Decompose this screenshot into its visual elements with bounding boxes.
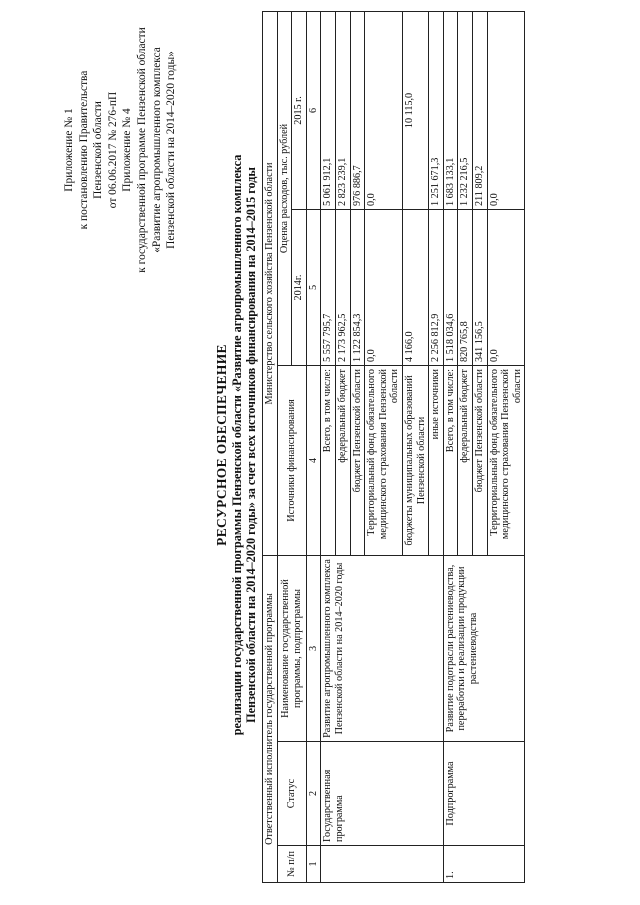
column-number: 5 [306, 210, 321, 366]
header-num: № п/п [277, 846, 306, 883]
column-number: 2 [306, 742, 321, 846]
header-name: Наименование государственной программы, подпрограммы [277, 556, 306, 742]
row-value-2015: 5 061 912,1 [321, 11, 336, 209]
title-line: Пензенской области на 2014–2020 годы» за счет всех источников финансирования на 2014–2015 годы [244, 167, 259, 723]
responsible-value: Министерство сельского хозяйства Пензенской области [263, 11, 278, 555]
title-main: РЕСУРСНОЕ ОБЕСПЕЧЕНИЕ [214, 344, 229, 546]
row-source: Территориальный фонд обязательного медицинского страхования Пензенской области [487, 366, 525, 556]
appendix-line: от 06.06.2017 № 276-пП [106, 91, 119, 209]
column-number-row [306, 11, 321, 882]
row-value-2014: 0,0 [487, 210, 525, 366]
row-value-2015: 211 809,2 [472, 11, 487, 209]
row-value-2014: 341 156,5 [472, 210, 487, 366]
row-program-name: Развитие подотрасли растениеводства, переработки и реализации продукции растениеводства [443, 556, 525, 742]
appendix-line: Пензенской области на 2014–2020 годы» [165, 51, 178, 249]
column-number: 6 [306, 11, 321, 209]
row-status: Государственная программа [321, 742, 443, 846]
column-number: 1 [306, 846, 321, 883]
row-source: Всего, в том числе: [443, 366, 458, 556]
row-status: Подпрограмма [443, 742, 525, 846]
row-value-2014: 5 557 795,7 [321, 210, 336, 366]
title-line: реализации государственной программы Пензенской области «Развитие агропромышленного комплекса [230, 154, 244, 736]
header-year-2015: 2015 г. [292, 11, 307, 209]
header-status: Статус [277, 742, 306, 846]
row-value-2015: 1 232 216,5 [458, 11, 473, 209]
header-row [277, 11, 292, 882]
appendix-line: «Развитие агропромышленного комплекса [150, 47, 163, 253]
responsible-label: Ответственный исполнитель государственной программы [263, 556, 278, 883]
row-value-2014: 4 166,0 [402, 210, 428, 366]
row-source: Всего, в том числе: [321, 366, 336, 556]
row-source: бюджет Пензенской области [472, 366, 487, 556]
row-value-2014: 0,0 [365, 210, 403, 366]
resource-table [262, 11, 525, 883]
row-value-2014: 2 256 812,9 [429, 210, 444, 366]
row-value-2015: 2 823 239,1 [335, 11, 350, 209]
table-row [443, 11, 458, 882]
row-value-2015: 10 115,0 [402, 11, 428, 209]
row-value-2014: 1 518 034,6 [443, 210, 458, 366]
header-responsible-row [263, 11, 278, 882]
row-source: бюджет Пензенской области [350, 366, 365, 556]
appendix-line: Приложение № 4 [121, 108, 134, 192]
header-year-2014: 2014г. [292, 210, 307, 366]
table-row [321, 11, 336, 882]
row-value-2014: 1 122 854,3 [350, 210, 365, 366]
row-num [321, 846, 443, 883]
row-program-name: Развитие агропромышленного комплекса Пензенской области на 2014–2020 годы [321, 556, 443, 742]
row-source: иные источники [429, 366, 444, 556]
row-source: федеральный бюджет [458, 366, 473, 556]
appendix-line: Пензенской области [92, 101, 105, 199]
row-value-2015: 0,0 [487, 11, 525, 209]
row-source: федеральный бюджет [335, 366, 350, 556]
row-value-2015: 976 886,7 [350, 11, 365, 209]
row-value-2015: 0,0 [365, 11, 403, 209]
row-value-2014: 820 765,8 [458, 210, 473, 366]
appendix-block [62, 25, 179, 275]
header-source: Источники финансирования [277, 366, 306, 556]
row-num: 1. [443, 846, 525, 883]
appendix-line: к государственной программе Пензенской области [135, 27, 148, 273]
row-source: бюджеты муниципальных образований Пензенской области [402, 366, 428, 556]
document-title [214, 45, 258, 845]
header-estimate: Оценка расходов, тыс. рублей [277, 11, 292, 365]
column-number: 3 [306, 556, 321, 742]
appendix-line: к постановлению Правительства [77, 70, 90, 230]
row-value-2015: 1 683 133,1 [443, 11, 458, 209]
row-source: Территориальный фонд обязательного медицинского страхования Пензенской области [365, 366, 403, 556]
row-value-2015: 1 251 671,3 [429, 11, 444, 209]
column-number: 4 [306, 366, 321, 556]
appendix-line: Приложение № 1 [63, 108, 75, 192]
row-value-2014: 2 173 962,5 [335, 210, 350, 366]
